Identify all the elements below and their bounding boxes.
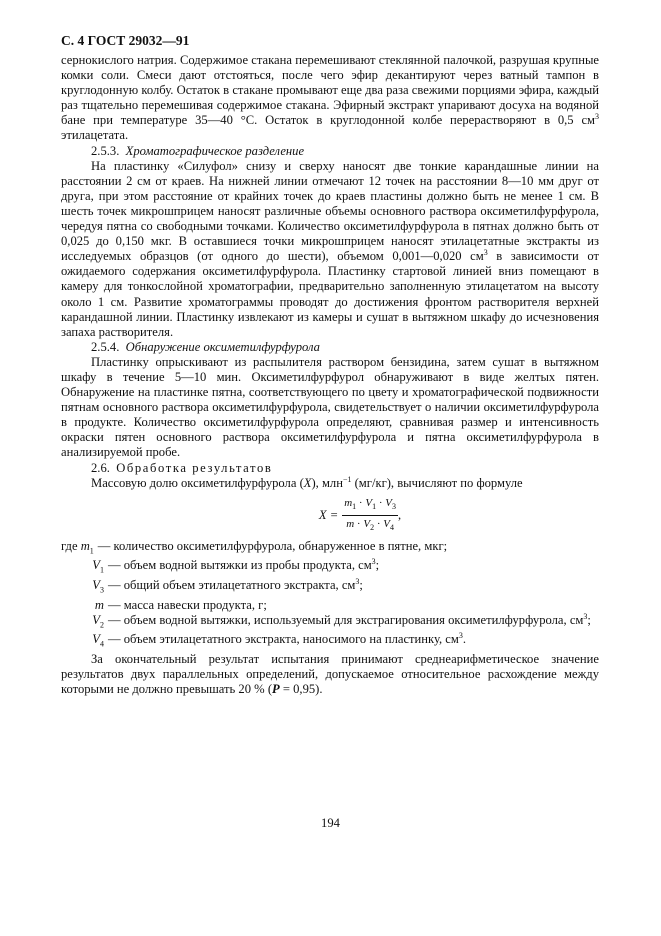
section-number: 2.6. [91,460,110,475]
num-sub: 3 [391,502,396,512]
den-sub: 2 [370,523,375,533]
legend-sub: 3 [100,585,104,595]
legend-text: — масса навески продукта, г; [108,597,267,612]
legend-end: ; [587,612,591,627]
formula-denominator [344,516,396,535]
den-sym: m [346,518,355,531]
legend-sym: V [92,632,100,647]
paragraph-chromatography-text-2: в зависимости от ожидаемого содержания оксиметилфурфурола. Пластинку стартовой линией вниз помещают в камеру для тонкослойной хроматографии, предварительно заполненную этилацетатом на высоту около 1 см. Развитие хроматограммы проводят до достижения фронтом растворителя верхней карандашной линии. Пластинку извлекают из камеры и сушат в вытяжном шкафу до исчезновения запаха растворителя. [61,249,599,339]
paragraph-detection: Пластинку опрыскивают из распылителя раствором бензидина, затем сушат в вытяжном шкафу в течение 5—10 мин. Оксиметилфурфурол обнаруживают в виде желтых пятен. Обнаружение на пластинке пятна, соответствующего по цвету и хроматографической подвижности пятнам основного раствора оксиметилфурфурола, свидетельствует о наличии оксиметилфурфурола в продукте. Количество оксиметилфурфурола определяют, сравнивая размер и интенсивность окраски пятен основного раствора оксиметилфурфурола и пятна оксиметилфурфурола в анализируемой пробе. [61,354,599,460]
legend-text [108,558,599,578]
formula-fraction [342,496,398,536]
paragraph-intro-tail: этилацетата. [61,128,129,143]
formula-comma: , [397,508,402,523]
legend-sub: 1 [89,546,94,556]
legend-row [61,613,599,633]
legend-text-main: — объем этилацетатного экстракта, наносимого на пластинку, см [108,632,459,647]
legend-symbol [82,613,108,633]
page-body [61,53,599,697]
den-sub: 4 [389,523,394,533]
legend-sub: 4 [100,639,104,649]
formula-legend [61,539,599,652]
mass-line-exponent: −1 [342,474,352,484]
paragraph-mass-fraction [61,476,599,491]
legend-sub: 2 [100,620,104,630]
num-sub: 1 [372,502,377,512]
dot: · [358,496,363,509]
legend-sym: V [92,558,100,573]
legend-symbol [61,539,98,559]
legend-sup: 3 [355,576,360,586]
legend-text [108,613,599,633]
num-sym: m [344,496,353,509]
num-sub: 1 [352,502,357,512]
paragraph-chromatography [61,159,599,340]
legend-text-main: — объем водной вытяжки, используемый для экстрагирования оксиметилфурфурола, см [108,612,584,627]
formula [121,496,599,533]
mass-line-text-c: (мг/кг), вычисляют по формуле [351,475,523,490]
legend-text [108,578,599,598]
legend-symbol [82,578,108,598]
superscript-3: 3 [483,248,488,258]
paragraph-intro [61,53,599,144]
legend-sym: m [80,538,90,553]
section-title: Хроматографическое разделение [125,143,305,158]
formula-numerator [342,496,398,516]
legend-sub: 1 [100,565,104,575]
num-sym: V [385,496,392,509]
legend-symbol [82,598,108,613]
legend-row [61,539,599,559]
dot: · [376,518,381,531]
page-number: 194 [321,816,340,830]
paragraph-final-text: За окончательный результат испытания принимают среднеарифметическое значение результатов двух параллельных определений, допускаемое относительное расхождение между которыми не должно превышать 20 % ( [61,651,599,697]
mass-line-text-b: ), млн [311,475,343,490]
legend-text-main: — общий объем этилацетатного экстракта, см [108,577,356,592]
legend-row [61,632,599,652]
den-sym: V [383,518,390,531]
paragraph-chromatography-text-1: На пластинку «Силуфол» снизу и сверху наносят две тонкие карандашные линии на расстоянии 2 см от краев. На нижней линии отмечают 12 точек на расстоянии 8—10 мм друг от друга, при этом расстояние от крайних точек до краев пластины должно быть не менее 1 см. В шесть точек микрошприцем наносят различные объемы основного раствора оксиметилфурфурола, чередуя пятна со свободными точками. Количество оксиметилфурфурола в пятнах должно быть от 0,025 до 0,150 мкг. В оставшиеся точки микрошприцем наносят этилацетатные экстракты из исследуемых образцов (от одного до шести), объемом 0,001—0,020 см [61,158,599,264]
legend-sym: V [92,612,100,627]
section-heading-2-5-3 [61,144,599,159]
legend-sym: V [92,577,100,592]
legend-sup: 3 [458,631,463,641]
legend-end: ; [375,558,380,573]
section-number: 2.5.4. [91,339,120,354]
legend-row [61,558,599,578]
mass-line-symbol: X [303,475,312,490]
paragraph-final-tail: = 0,95). [279,682,323,697]
legend-row [61,578,599,598]
dot: · [356,518,361,531]
section-heading-2-5-4 [61,340,599,355]
paragraph-intro-text: сернокислого натрия. Содержимое стакана перемешивают стеклянной палочкой, разрушая крупные комки соли. Смеси дают отстояться, после чего эфир декантируют через ватный тампон в круглодонную колбу. Остаток в стакане промывают еще два раза свежими порциями эфира, каждый раз тщательно перемешивая содержимое стакана. Эфирный экстракт упаривают досуха на водяной бане при температуре 35—40 °С. Остаток в круглодонной колбе перерастворяют в 0,5 см [61,53,599,128]
num-sym: V [365,496,373,509]
section-title: Обнаружение оксиметилфурфурола [125,339,320,354]
legend-symbol [82,632,108,652]
legend-end: . [462,632,467,647]
legend-end: ; [359,577,363,592]
legend-row [61,598,599,613]
legend-text-main: — объем водной вытяжки из пробы продукта, см [108,558,372,573]
legend-text: — количество оксиметилфурфурола, обнаруженное в пятне, мкг; [97,538,448,553]
den-sym: V [363,518,371,531]
section-title: Обработка результатов [116,460,273,475]
legend-sup: 3 [583,611,588,621]
legend-text [108,632,599,652]
dot: · [378,496,383,509]
probability-symbol: P [272,682,280,697]
legend-symbol [82,558,108,578]
legend-sup: 3 [371,557,376,567]
paragraph-final-result [61,652,599,697]
mass-line-text-a: Массовую долю оксиметилфурфурола ( [91,475,304,490]
section-number: 2.5.3. [91,143,120,158]
legend-prefix: где [61,538,81,553]
formula-lhs: X = [318,508,339,523]
page-header: С. 4 ГОСТ 29032—91 [61,33,190,48]
legend-sym: m [94,597,104,612]
section-heading-2-6 [61,461,599,476]
superscript-3: 3 [595,112,599,122]
